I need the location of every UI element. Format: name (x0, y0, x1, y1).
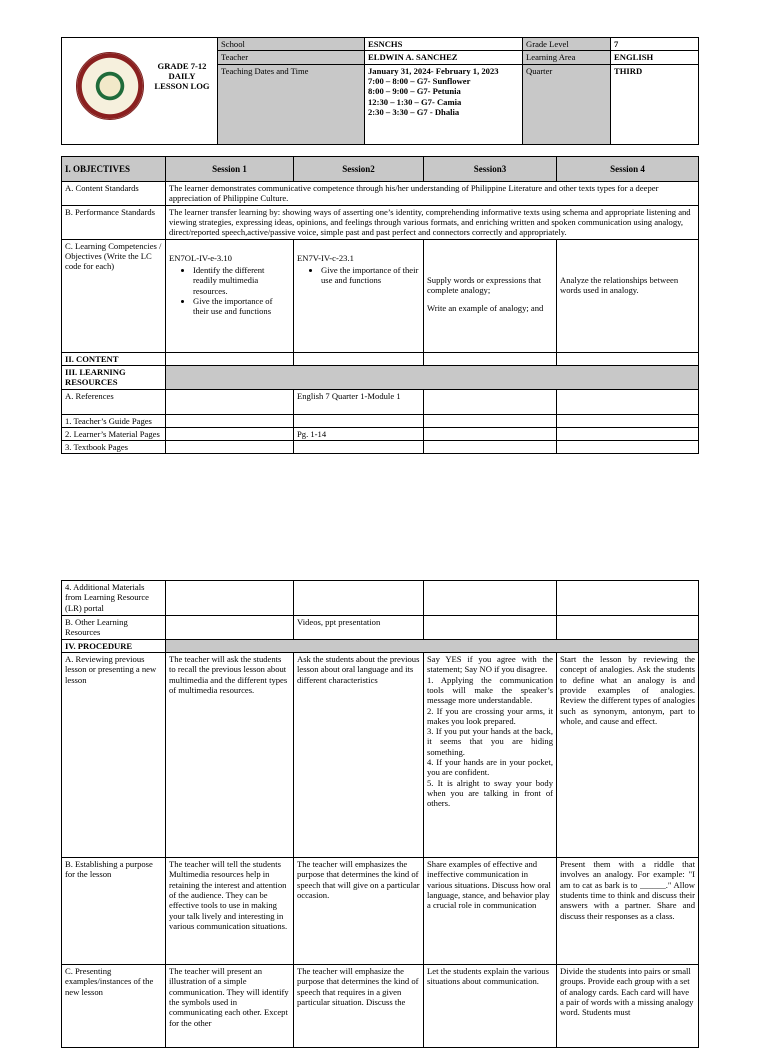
proc-b-label: B. Establishing a purpose for the lesson (62, 857, 166, 964)
session-header: Session 1 (166, 157, 294, 182)
quarter-value: THIRD (611, 64, 699, 144)
s4-objective: Analyze the relationships between words used in analogy. (560, 274, 679, 295)
objectives-table (61, 156, 699, 454)
s3-objective: Write an example of analogy; and (427, 303, 544, 314)
teacher-value: ELDWIN A. SANCHEZ (365, 51, 523, 64)
proc-c-label: C. Presenting examples/instances of the new lesson (62, 964, 166, 1047)
competency-s3 (424, 239, 557, 352)
objectives-heading: I. OBJECTIVES (62, 157, 166, 182)
proc-c-s3: Let the students explain the various situations about communication. (424, 964, 557, 1047)
bullet-list (297, 265, 420, 286)
proc-b-s4: Present them with a riddle that involves an analogy. For example: "I am to cat as bark is to ______." Allow students time to think and discuss their answers with a partner. Share and discuss their responses as a class. (557, 857, 699, 964)
references-label: A. References (62, 389, 166, 414)
dates-value: January 31, 2024- February 1, 2023 (368, 65, 499, 76)
grade-level-label: Grade Level (523, 38, 611, 51)
performance-standards-label: B. Performance Standards (62, 205, 166, 239)
proc-c-s1: The teacher will present an illustration of a simple communication. They will identify the symbols used in communicating each other. Except for the other (166, 964, 294, 1047)
lm-label: 2. Learner’s Material Pages (62, 427, 166, 440)
competencies-label: C. Learning Competencies / Objectives (Write the LC code for each) (62, 239, 166, 352)
other-resources-s2: Videos, ppt presentation (294, 616, 424, 640)
proc-a-s3-intro: Say YES if you agree with the statement; Say NO if you disagree. (427, 653, 553, 675)
lc-code: EN7OL-IV-e-3.10 (169, 252, 232, 263)
other-resources-label: B. Other Learning Resources (62, 616, 166, 640)
proc-c-s4: Divide the students into pairs or small groups. Provide each group with a set of analogy cards. Each card will have a pair of words with a missing analogy word. Students must (557, 964, 699, 1047)
header-table (61, 37, 699, 145)
proc-a-s1: The teacher will ask the students to recall the previous lesson about multimedia and the different types of multimedia resources. (166, 652, 294, 857)
content-standards-text: The learner demonstrates communicative competence through his/her understanding of Philippine Literature and other texts types for a deeper appreciation of Philippine Culture. (166, 182, 699, 206)
bullet-item: • Give the importance of their use and functions (321, 265, 420, 286)
s3-objective: Supply words or expressions that complete analogy; (427, 274, 542, 295)
bullet-item: • Identify the different readily multimedia resources. (193, 265, 290, 296)
competency-s2 (294, 239, 424, 352)
daily-title: DAILY (168, 70, 196, 81)
dll-title (148, 62, 216, 92)
school-value: ESNCHS (365, 38, 523, 51)
bullet-item: • Give the importance of their use and functions (193, 296, 290, 317)
additional-materials-label: 4. Additional Materials from Learning Resource (LR) portal (62, 581, 166, 616)
quarter-label: Quarter (523, 64, 611, 144)
session-header: Session 4 (557, 157, 699, 182)
dates-label: Teaching Dates and Time (218, 64, 365, 144)
procedure-heading: IV. PROCEDURE (62, 639, 166, 652)
proc-c-s2: The teacher will emphasize the purpose that determines the kind of speech that requires in a given particular situation. Discuss the (294, 964, 424, 1047)
grade-level-value: 7 (611, 38, 699, 51)
school-seal-icon (76, 52, 144, 120)
proc-a-s2: Ask the students about the previous lesson about oral language and its different characteristics (294, 652, 424, 857)
lm-s2: Pg. 1-14 (294, 427, 424, 440)
proc-b-s2: The teacher will emphasizes the purpose that determines the kind of speech that will give on a particular occasion. (294, 857, 424, 964)
resources-heading: III. LEARNING RESOURCES (62, 365, 166, 389)
procedure-table (61, 580, 699, 1048)
session-header: Session3 (424, 157, 557, 182)
bullet-list (169, 265, 290, 317)
statement-item: 3. If you put your hands at the back, it seems that you are hiding something. (427, 726, 553, 757)
proc-b-s3: Share examples of effective and ineffective communication in various situations. Discuss how oral language, stance, and behavior play a crucial role in communication (424, 857, 557, 964)
tg-label: 1. Teacher’s Guide Pages (62, 414, 166, 427)
competency-s1 (166, 239, 294, 352)
time-slot: 2:30 – 3:30 – G7 - Dhalia (368, 106, 460, 117)
proc-a-s3 (424, 652, 557, 857)
proc-b-s1: The teacher will tell the students Multimedia resources help in retaining the interest and attention of the audience. They can be effective tools to use in making your talk lively and interesting in various communication situations. (166, 857, 294, 964)
dates-value-cell (365, 64, 523, 144)
content-standards-label: A. Content Standards (62, 182, 166, 206)
lesson-log-title: LESSON LOG (154, 80, 210, 91)
learning-area-value: ENGLISH (611, 51, 699, 64)
references-s2: English 7 Quarter 1-Module 1 (294, 389, 424, 414)
time-slot: 8:00 – 9:00 – G7- Petunia (368, 86, 461, 97)
grade-title: GRADE 7-12 (157, 61, 207, 71)
time-slot: 12:30 – 1:30 – G7- Camia (368, 96, 462, 107)
lc-code: EN7V-IV-c-23.1 (297, 252, 354, 263)
teacher-label: Teacher (218, 51, 365, 64)
logo-cell (62, 38, 218, 145)
performance-standards-text: The learner transfer learning by: showing ways of asserting one’s identity, comprehending informative texts using schema and appropriate listening and viewing strategies, expressing ideas, opinions, and feelings through various formats, and enriching written and spoken communication using analogy, direct/reported speech,active/passive voice, simple past and past perfect and connectors correctly and appropriately. (166, 205, 699, 239)
competency-s4 (557, 239, 699, 352)
statement-item: 5. It is alright to sway your body when you are talking in front of others. (427, 777, 553, 809)
statement-item: 4. If your hands are in your pocket, you are confident. (427, 757, 553, 778)
school-label: School (218, 38, 365, 51)
proc-a-s4: Start the lesson by reviewing the concept of analogies. Ask the students to define what an analogy is and provide examples of analogies. Review the different types of analogies such as synonym, antonym, part to whole, and cause and effect. (557, 652, 699, 857)
session-header: Session2 (294, 157, 424, 182)
content-heading: II. CONTENT (62, 352, 166, 365)
learning-area-label: Learning Area (523, 51, 611, 64)
textbook-label: 3. Textbook Pages (62, 441, 166, 454)
statement-item: 2. If you are crossing your arms, it makes you look prepared. (427, 705, 553, 726)
time-slot: 7:00 – 8:00 – G7- Sunflower (368, 75, 471, 86)
statement-item: 1. Applying the communication tools will make the speaker’s message more understandable. (427, 674, 553, 706)
proc-a-label: A. Reviewing previous lesson or presenting a new lesson (62, 652, 166, 857)
